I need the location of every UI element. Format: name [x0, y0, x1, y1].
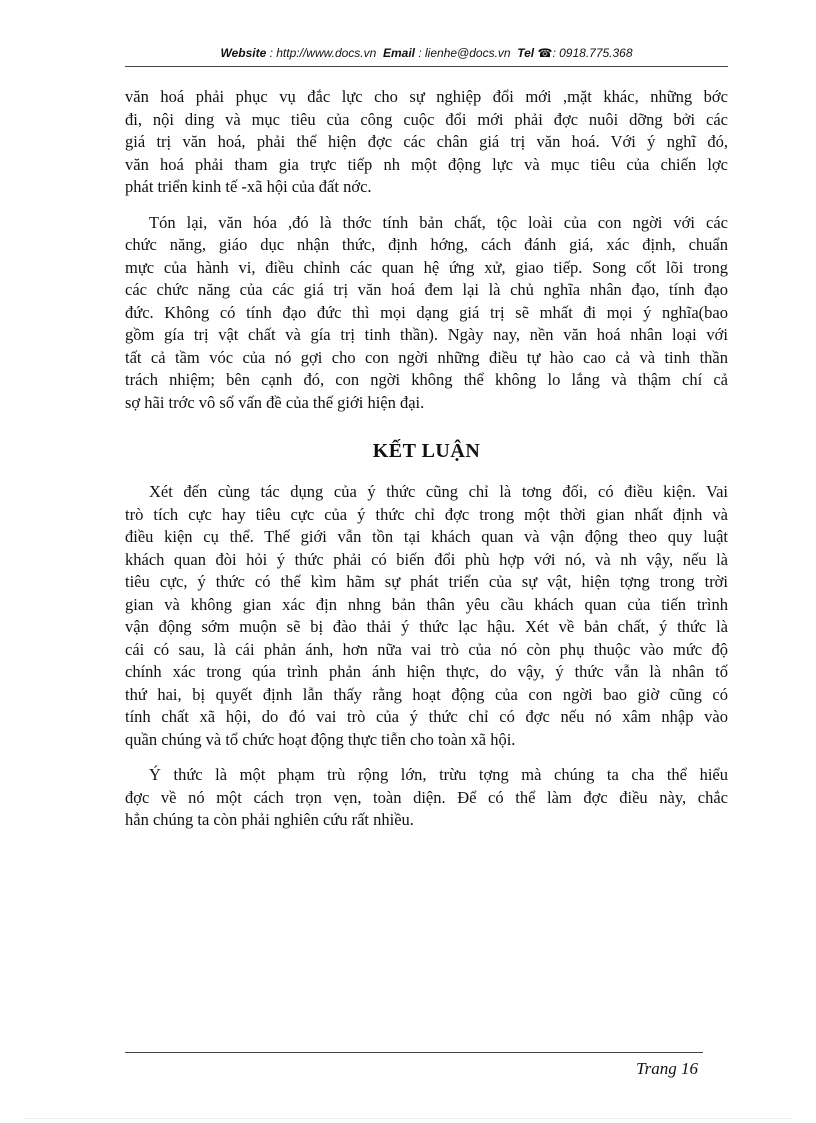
- tel-label: Tel: [517, 46, 535, 60]
- text-line: khách quan đòi hỏi ý thức phải có biến đổi phù hợp với nó, và nh vậy, nếu là: [125, 549, 728, 569]
- text-line: các chức năng của các giá trị văn hoá đem lại là chủ nghĩa nhân đạo, tính đạo: [125, 280, 728, 299]
- text-line: cái có sau, là cái phản ánh, hơn nữa vai trò của nó còn phụ thuộc vào mức độ: [125, 639, 728, 659]
- text-line: quần chúng và tổ chức hoạt động thực tiễn cho toàn xã hội.: [125, 729, 516, 749]
- website-label: Website: [220, 46, 267, 60]
- paragraph-4: [125, 764, 728, 832]
- text-line: chính xác trong qúa trình phản ánh hiện thực, do vậy, ý thức vẫn là nhân tố: [125, 662, 728, 681]
- paragraph-1: [125, 86, 728, 199]
- text-line: chức năng, giáo dục nhận thức, định hớng, cách đánh giá, xác định, chuẩn: [125, 235, 728, 254]
- text-line: đức. Không có tính đạo đức thì mọi dạng giá trị sẽ mhất đi mọi ý nghĩa(bao: [125, 302, 728, 322]
- text-line: văn hoá phải tham gia trực tiếp nh một động lực và mục tiêu của chiến lợc: [125, 154, 728, 174]
- text-line: thứ hai, bị quyết định lẫn thấy rằng hoạt động của con ngời bao giờ cũng có: [125, 684, 728, 704]
- text-line: phát triển kinh tế -xã hội của đất nớc.: [125, 177, 372, 196]
- text-line: đợc về nó một cách trọn vẹn, toàn diện. Để có thể làm đợc điều này, chắc: [125, 787, 728, 807]
- tel-value: : 0918.775.368: [552, 46, 633, 60]
- text-line: vận động sớm muộn sẽ bị đào thải ý thức lạc hậu. Xét về bản chất, ý thức là: [125, 617, 728, 636]
- text-line: tiêu cực, ý thức có thể kìm hãm sự phát triển của sự vật, hiện tợng trong trời: [125, 572, 728, 591]
- text-line: Ý thức là một phạm trù rộng lớn, trừu tợng mà chúng ta cha thể hiểu: [149, 765, 728, 784]
- text-line: hẳn chúng ta còn phải nghiên cứu rất nhiều.: [125, 810, 414, 829]
- document-body: [125, 86, 728, 845]
- website-value: : http://www.docs.vn: [269, 46, 377, 60]
- text-line: trò tích cực hay tiêu cực của ý thức chỉ đợc trong một thời gian nhất định và: [125, 504, 728, 524]
- text-line: Tón lại, văn hóa ,đó là thớc tính bản chất, tộc loài của con ngời với các: [149, 212, 728, 232]
- email-label: Email: [382, 46, 415, 60]
- header-divider: [125, 66, 728, 67]
- phone-icon: ☎: [537, 46, 553, 60]
- text-line: tất cả tầm vóc của nó gợi cho con ngời những điều tự hào cao cả và tinh thần: [125, 347, 728, 367]
- paragraph-3: [125, 481, 728, 751]
- text-line: mực của hành vi, điều chỉnh các quan hệ ứng xử, giao tiếp. Song cốt lõi trong: [125, 257, 728, 277]
- text-line: văn hoá phải phục vụ đắc lực cho sự nghiệp đổi mới ,mặt khác, những bớc: [125, 87, 728, 106]
- page-header: [125, 46, 728, 60]
- text-line: giá trị văn hoá, phải thể hiện đợc các chân giá trị văn hoá. Với ý nghĩ đó,: [125, 132, 728, 151]
- text-line: điều kiện cụ thể. Thế giới vẫn tồn tại khách quan và vận động theo quy luật: [125, 527, 728, 546]
- page-number: Trang 16: [636, 1059, 698, 1078]
- email-value: : lienhe@docs.vn: [418, 46, 511, 60]
- section-title: KẾT LUẬN: [372, 440, 481, 462]
- text-line: gian và không gian xác địn nhng bản thân yêu cầu khách quan của tiến trình: [125, 594, 728, 614]
- text-line: sợ hãi trớc vô số vấn đề của thế giới hiện đại.: [125, 392, 425, 412]
- text-line: tính chất xã hội, do đó vai trò của ý thức chỉ có đợc nếu nó xâm nhập vào: [125, 707, 728, 726]
- footer-divider: [125, 1052, 703, 1053]
- page-bottom-border: [25, 1118, 791, 1119]
- text-line: trách nhiệm; bên cạnh đó, con ngời không thể không lo lắng và thậm chí cả: [125, 370, 728, 389]
- paragraph-2: [125, 212, 728, 415]
- text-line: đi, nội ding và mục tiêu của công cuộc đổi mới phải đợc nuôi dỡng bởi các: [125, 109, 728, 129]
- text-line: gồm gía trị vật chất và gía trị tinh thần). Ngày nay, nền văn hoá nhân loại với: [125, 325, 728, 344]
- text-line: Xét đến cùng tác dụng của ý thức cũng chỉ là tơng đối, có điều kiện. Vai: [149, 482, 728, 501]
